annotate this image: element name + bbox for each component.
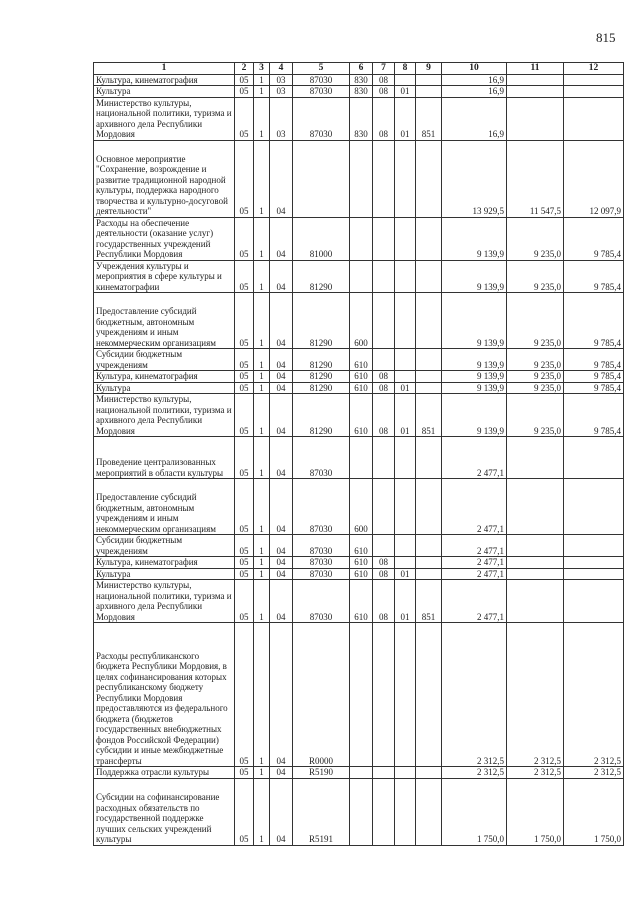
table-cell: 9 139,9 [442,349,507,371]
table-cell [373,623,395,767]
budget-table [93,62,624,846]
table-cell: 05 [235,140,254,217]
table-cell: 1 750,0 [507,778,564,845]
table-cell [373,767,395,779]
table-cell: 1 [254,97,270,140]
table-cell [507,86,564,98]
table-cell: 08 [373,580,395,623]
table-cell: 1 [254,557,270,569]
table-cell [416,217,442,260]
table-row [94,74,624,86]
table-cell: 01 [395,382,416,394]
table-cell [373,778,395,845]
table-cell [416,74,442,86]
column-header: 1 [94,63,235,75]
column-header: 9 [416,63,442,75]
table-cell [416,260,442,293]
row-name-cell: Культура, кинематография [94,74,235,86]
table-cell [395,293,416,349]
table-cell: 9 139,9 [442,382,507,394]
table-cell: 01 [395,568,416,580]
table-cell: 9 235,0 [507,394,564,437]
table-cell: 12 097,9 [564,140,624,217]
column-header: 3 [254,63,270,75]
table-cell: 610 [350,349,373,371]
row-name-cell: Министерство культуры, национальной политики, туризма и архивного дела Республики Мордовия [94,580,235,623]
row-name-cell: Расходы республиканского бюджета Республики Мордовия, в целях софинансирования которых республиканскому бюджету Республики Мордовия предоставляются из федерального бюджета (бюджетов государственных внебюджетных фондов Российской Федерации) субсидии и иные межбюджетные трансферты [94,623,235,767]
row-name-cell: Расходы на обеспечение деятельности (оказание услуг) государственных учреждений Республики Мордовия [94,217,235,260]
column-header: 2 [235,63,254,75]
table-cell: 851 [416,97,442,140]
column-header: 11 [507,63,564,75]
table-row [94,371,624,383]
table-cell [373,217,395,260]
table-cell: 05 [235,382,254,394]
row-name-cell: Культура [94,568,235,580]
table-cell: 9 235,0 [507,349,564,371]
row-name-cell: Учреждения культуры и мероприятия в сфере культуры и кинематографии [94,260,235,293]
table-cell [564,97,624,140]
page-number: 815 [596,30,616,45]
table-cell [395,217,416,260]
column-header: 7 [373,63,395,75]
table-cell: 08 [373,86,395,98]
table-cell: 05 [235,437,254,479]
table-cell [507,535,564,557]
table-row [94,140,624,217]
table-cell: R0000 [293,623,350,767]
table-cell: 9 139,9 [442,260,507,293]
table-cell: 2 312,5 [564,767,624,779]
table-cell: 03 [270,97,293,140]
table-cell: 05 [235,97,254,140]
table-cell [373,479,395,535]
table-cell: 1 [254,394,270,437]
table-cell: 1 750,0 [564,778,624,845]
table-cell [416,371,442,383]
table-cell: 05 [235,74,254,86]
table-cell: 1 [254,623,270,767]
table-cell [416,535,442,557]
table-row [94,767,624,779]
table-cell: 2 477,1 [442,437,507,479]
table-cell [416,437,442,479]
table-cell: 05 [235,349,254,371]
table-cell [507,437,564,479]
table-cell: 05 [235,767,254,779]
table-cell [395,778,416,845]
table-cell: 04 [270,260,293,293]
table-cell: 05 [235,371,254,383]
table-cell: 03 [270,74,293,86]
table-cell: 04 [270,580,293,623]
table-cell [395,74,416,86]
table-cell: 81290 [293,371,350,383]
table-cell: 08 [373,568,395,580]
table-cell: 9 235,0 [507,293,564,349]
table-cell: 87030 [293,437,350,479]
table-row [94,437,624,479]
table-cell: 610 [350,535,373,557]
table-cell [350,260,373,293]
table-cell: 2 477,1 [442,557,507,569]
table-cell: 81290 [293,260,350,293]
table-cell: 81290 [293,349,350,371]
table-cell [416,293,442,349]
table-cell: 9 235,0 [507,217,564,260]
table-header-row [94,63,624,75]
table-cell: 1 [254,767,270,779]
table-row [94,260,624,293]
table-cell: 9 785,4 [564,217,624,260]
table-cell: 610 [350,580,373,623]
table-cell: 04 [270,568,293,580]
table-cell: 08 [373,557,395,569]
table-cell: 81000 [293,217,350,260]
table-cell [293,140,350,217]
table-cell: 600 [350,479,373,535]
table-cell: 9 785,4 [564,382,624,394]
table-cell: 87030 [293,74,350,86]
table-cell: 04 [270,535,293,557]
table-cell: 830 [350,97,373,140]
table-cell [507,580,564,623]
table-cell: 2 312,5 [564,623,624,767]
table-cell [507,557,564,569]
table-cell [373,140,395,217]
table-cell: 05 [235,535,254,557]
table-cell: 610 [350,557,373,569]
table-cell: 04 [270,778,293,845]
table-cell [373,260,395,293]
table-cell: 830 [350,86,373,98]
row-name-cell: Предоставление субсидий бюджетным, автономным учреждениям и иным некоммерческим организациям [94,293,235,349]
table-cell [395,140,416,217]
table-cell: 610 [350,371,373,383]
table-cell [350,623,373,767]
table-cell: 05 [235,293,254,349]
table-cell: 04 [270,394,293,437]
table-cell: R5190 [293,767,350,779]
table-cell: 9 139,9 [442,293,507,349]
table-cell [564,479,624,535]
table-cell [564,535,624,557]
table-cell: 851 [416,580,442,623]
table-cell: 2 477,1 [442,568,507,580]
table-row [94,349,624,371]
row-name-cell: Культура, кинематография [94,371,235,383]
table-cell: 16,9 [442,86,507,98]
table-cell: R5191 [293,778,350,845]
column-header: 4 [270,63,293,75]
table-cell: 9 785,4 [564,371,624,383]
table-cell: 16,9 [442,97,507,140]
table-cell [416,479,442,535]
table-cell: 05 [235,394,254,437]
table-cell: 04 [270,479,293,535]
table-cell: 1 [254,140,270,217]
table-cell [395,260,416,293]
table-cell: 05 [235,479,254,535]
table-cell: 05 [235,217,254,260]
table-cell: 1 [254,580,270,623]
table-cell: 04 [270,623,293,767]
table-cell: 9 139,9 [442,217,507,260]
table-cell: 1 [254,349,270,371]
table-row [94,479,624,535]
table-row [94,394,624,437]
table-cell [395,371,416,383]
table-cell: 11 547,5 [507,140,564,217]
table-cell: 05 [235,86,254,98]
table-cell: 04 [270,437,293,479]
table-cell [395,623,416,767]
table-row [94,623,624,767]
table-cell [564,437,624,479]
table-cell [350,217,373,260]
table-cell [416,778,442,845]
table-row [94,97,624,140]
table-cell [507,97,564,140]
row-name-cell: Министерство культуры, национальной политики, туризма и архивного дела Республики Мордовия [94,394,235,437]
table-cell: 87030 [293,535,350,557]
table-row [94,217,624,260]
table-cell: 04 [270,140,293,217]
table-cell [416,767,442,779]
table-cell: 04 [270,382,293,394]
table-row [94,293,624,349]
table-cell: 04 [270,349,293,371]
table-cell: 08 [373,382,395,394]
table-cell: 9 139,9 [442,371,507,383]
table-cell: 04 [270,767,293,779]
table-cell: 1 [254,74,270,86]
table-cell: 2 312,5 [442,767,507,779]
table-cell: 08 [373,97,395,140]
table-cell: 2 477,1 [442,580,507,623]
table-cell [564,74,624,86]
table-cell [416,86,442,98]
table-cell: 1 [254,371,270,383]
table-cell: 05 [235,260,254,293]
row-name-cell: Проведение централизованных мероприятий в области культуры [94,437,235,479]
table-cell: 05 [235,623,254,767]
table-cell: 1 [254,260,270,293]
table-cell: 87030 [293,568,350,580]
table-cell: 87030 [293,86,350,98]
column-header: 5 [293,63,350,75]
table-cell: 1 [254,382,270,394]
table-cell [350,767,373,779]
row-name-cell: Культура [94,86,235,98]
table-row [94,535,624,557]
table-cell: 2 477,1 [442,479,507,535]
table-cell: 1 [254,479,270,535]
table-cell [416,623,442,767]
table-cell [416,140,442,217]
table-cell: 87030 [293,479,350,535]
table-cell [564,580,624,623]
table-cell: 05 [235,568,254,580]
table-cell [395,349,416,371]
table-cell: 01 [395,97,416,140]
table-cell [507,479,564,535]
table-cell: 610 [350,382,373,394]
table-row [94,557,624,569]
table-cell [373,293,395,349]
row-name-cell: Поддержка отрасли культуры [94,767,235,779]
table-cell: 2 312,5 [442,623,507,767]
table-cell: 01 [395,394,416,437]
table-cell [373,535,395,557]
table-cell: 81290 [293,394,350,437]
table-cell: 81290 [293,293,350,349]
table-cell [416,349,442,371]
table-cell [507,74,564,86]
table-cell [373,437,395,479]
table-cell: 610 [350,568,373,580]
column-header: 6 [350,63,373,75]
row-name-cell: Субсидии на софинансирование расходных обязательств по государственной поддержке лучших сельских учреждений культуры [94,778,235,845]
row-name-cell: Культура [94,382,235,394]
table-cell: 13 929,5 [442,140,507,217]
table-cell: 610 [350,394,373,437]
table-cell: 81290 [293,382,350,394]
table-cell [564,557,624,569]
table-cell [373,349,395,371]
table-cell: 87030 [293,580,350,623]
table-cell [395,557,416,569]
table-cell: 1 [254,217,270,260]
table-row [94,382,624,394]
table-cell: 2 312,5 [507,623,564,767]
table-cell [395,767,416,779]
table-cell [416,382,442,394]
table-cell [416,557,442,569]
table-cell [395,479,416,535]
row-name-cell: Предоставление субсидий бюджетным, автономным учреждениям и иным некоммерческим организациям [94,479,235,535]
table-cell: 9 235,0 [507,260,564,293]
row-name-cell: Культура, кинематография [94,557,235,569]
table-cell: 16,9 [442,74,507,86]
table-cell: 9 785,4 [564,260,624,293]
table-cell: 04 [270,557,293,569]
table-cell: 1 [254,535,270,557]
table-cell: 1 [254,293,270,349]
column-header: 10 [442,63,507,75]
table-cell: 9 139,9 [442,394,507,437]
table-row [94,86,624,98]
table-cell: 600 [350,293,373,349]
column-header: 12 [564,63,624,75]
table-cell: 9 235,0 [507,382,564,394]
table-cell: 01 [395,86,416,98]
table-cell [350,437,373,479]
table-cell: 08 [373,371,395,383]
table-cell: 1 [254,86,270,98]
table-cell: 87030 [293,557,350,569]
table-cell: 08 [373,394,395,437]
table-cell: 05 [235,580,254,623]
table-row [94,568,624,580]
table-cell [350,140,373,217]
table-cell: 05 [235,778,254,845]
table-cell: 1 [254,568,270,580]
table-row [94,778,624,845]
row-name-cell: Субсидии бюджетным учреждениям [94,349,235,371]
table-cell: 2 477,1 [442,535,507,557]
row-name-cell: Министерство культуры, национальной политики, туризма и архивного дела Республики Мордовия [94,97,235,140]
table-cell: 9 785,4 [564,394,624,437]
row-name-cell: Основное мероприятие "Сохранение, возрождение и развитие традиционной народной культуры, поддержка народного творчества и культурно-досуговой деятельности" [94,140,235,217]
table-cell [507,568,564,580]
table-cell: 1 [254,778,270,845]
table-cell: 05 [235,557,254,569]
column-header: 8 [395,63,416,75]
table-cell: 9 235,0 [507,371,564,383]
table-cell: 87030 [293,97,350,140]
table-cell [564,568,624,580]
table-cell: 04 [270,217,293,260]
table-cell: 1 [254,437,270,479]
table-cell [395,437,416,479]
table-cell [416,568,442,580]
table-cell: 9 785,4 [564,349,624,371]
table-cell [350,778,373,845]
table-cell [395,535,416,557]
table-cell: 04 [270,371,293,383]
table-cell: 1 750,0 [442,778,507,845]
table-cell: 2 312,5 [507,767,564,779]
table-cell: 01 [395,580,416,623]
table-cell: 08 [373,74,395,86]
table-cell: 9 785,4 [564,293,624,349]
table-cell: 03 [270,86,293,98]
table-cell: 851 [416,394,442,437]
row-name-cell: Субсидии бюджетным учреждениям [94,535,235,557]
table-cell: 04 [270,293,293,349]
table-cell: 830 [350,74,373,86]
table-cell [564,86,624,98]
table-row [94,580,624,623]
